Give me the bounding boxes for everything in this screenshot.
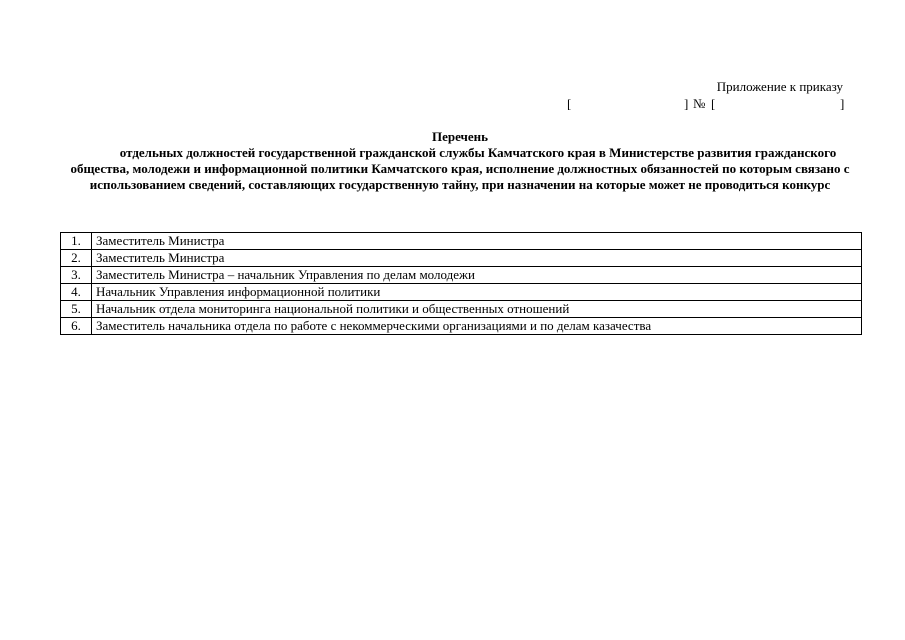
row-number: 6. bbox=[61, 318, 92, 335]
number-bracket-open: [ bbox=[711, 96, 716, 111]
table-row bbox=[61, 284, 862, 301]
title-description: отдельных должностей государственной гражданской службы Камчатского края в Министерстве развития гражданского общества, молодежи и информационной политики Камчатского края, исполнение должностных обязанностей по которым связано с использованием сведений, составляющих государственную тайну, при назначении на которые может не проводиться конкурс bbox=[70, 145, 850, 192]
row-number: 5. bbox=[61, 301, 92, 318]
position-name: Заместитель Министра bbox=[92, 250, 862, 267]
attachment-label: Приложение к приказу bbox=[716, 79, 843, 94]
order-reference-line bbox=[567, 95, 844, 112]
table-row bbox=[61, 233, 862, 250]
row-number: 2. bbox=[61, 250, 92, 267]
table-row bbox=[61, 301, 862, 318]
position-name: Начальник Управления информационной политики bbox=[92, 284, 862, 301]
table-row bbox=[61, 318, 862, 335]
row-number: 4. bbox=[61, 284, 92, 301]
position-name: Начальник отдела мониторинга национальной политики и общественных отношений bbox=[92, 301, 862, 318]
table-row bbox=[61, 267, 862, 284]
row-number: 3. bbox=[61, 267, 92, 284]
position-name: Заместитель начальника отдела по работе с некоммерческими организациями и по делам казачества bbox=[92, 318, 862, 335]
number-bracket-close: ] bbox=[840, 96, 845, 111]
title-main: Перечень bbox=[431, 129, 489, 144]
positions-table bbox=[60, 232, 862, 335]
row-number: 1. bbox=[61, 233, 92, 250]
position-name: Заместитель Министра – начальник Управления по делам молодежи bbox=[92, 267, 862, 284]
date-bracket-close: ] bbox=[684, 96, 689, 111]
number-sign: № bbox=[693, 96, 706, 111]
position-name: Заместитель Министра bbox=[92, 233, 862, 250]
table-row bbox=[61, 250, 862, 267]
document-title bbox=[60, 129, 860, 193]
date-bracket-open: [ bbox=[567, 96, 572, 111]
